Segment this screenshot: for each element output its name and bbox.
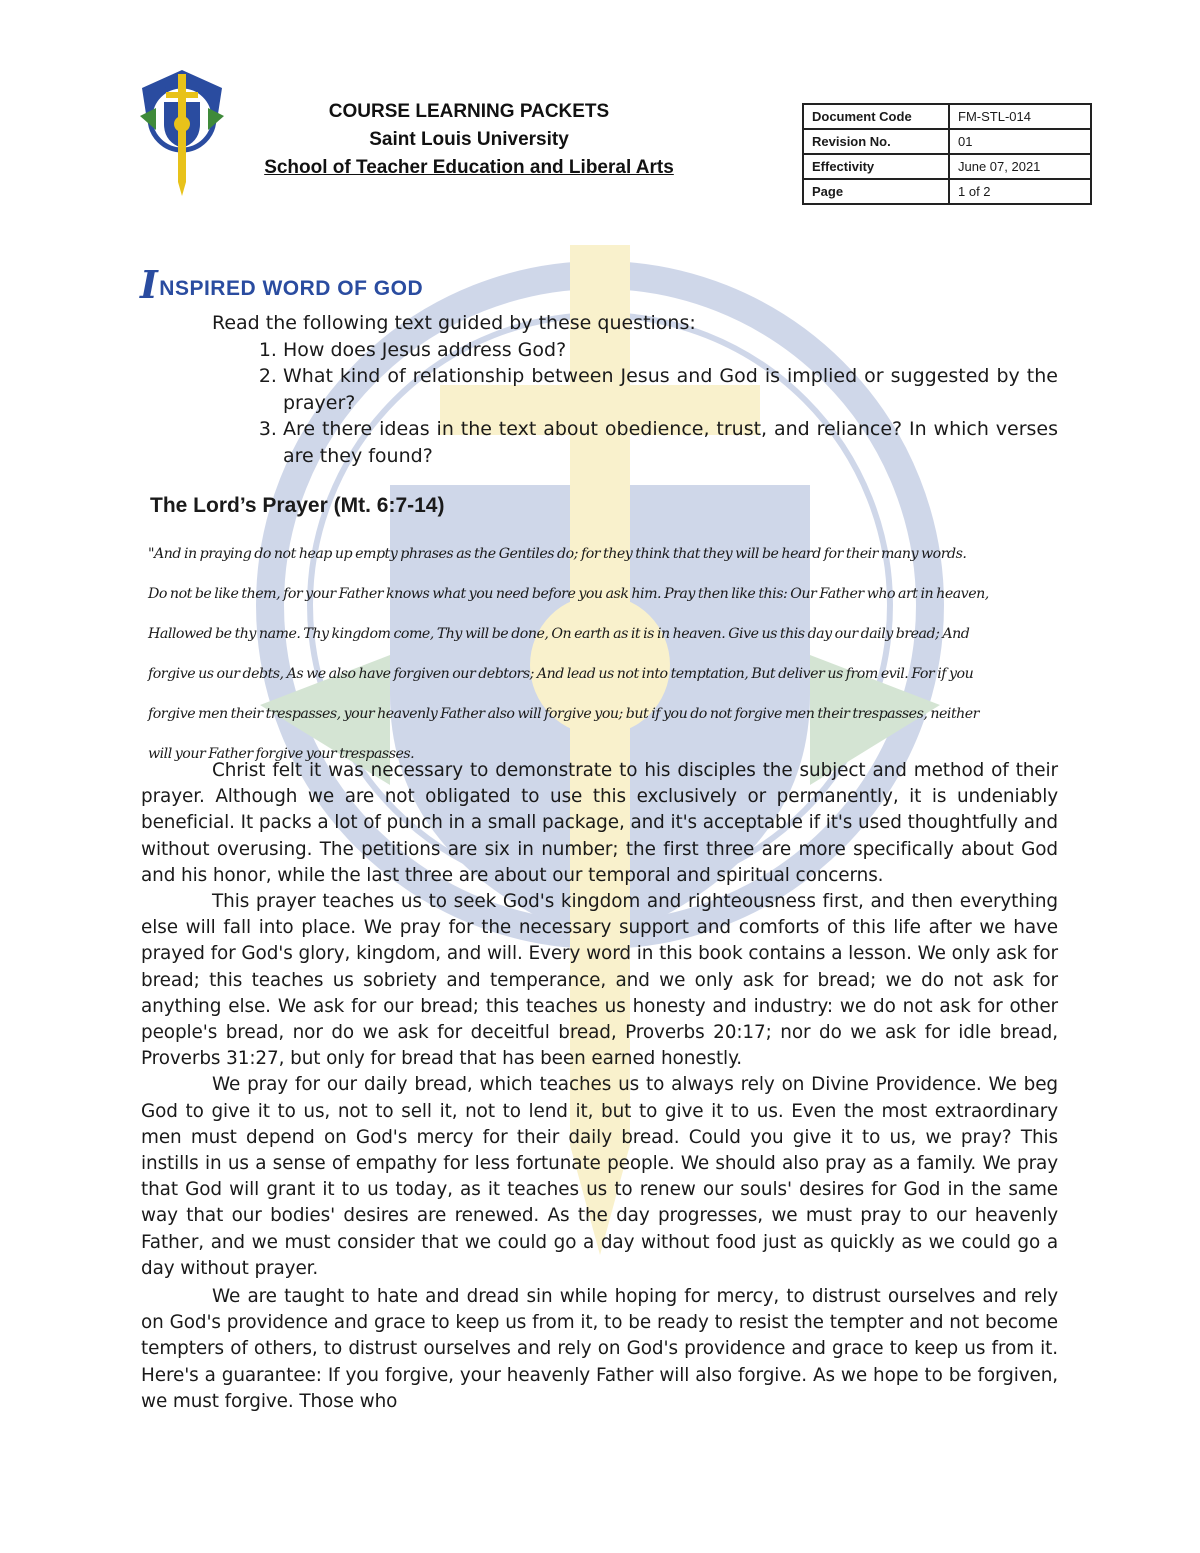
document-info-table bbox=[802, 103, 1092, 205]
doc-info-label: Page bbox=[803, 179, 949, 204]
guide-lead: Read the following text guided by these questions: bbox=[212, 312, 696, 334]
question-item: 2. What kind of relationship between Jesus and God is implied or suggested by the prayer? bbox=[283, 363, 1058, 416]
body-paragraph: This prayer teaches us to seek God's kingdom and righteousness first, and then everything else will fall into place. We pray for the necessary support and comforts of this life after we have prayed for God's glory, kingdom, and will. Every word in this book contains a lesson. We only ask for bread; this teaches us sobriety and temperance, and we only ask for bread; we do not ask for anything else. We ask for our bread; this teaches us honesty and industry: we do not ask for other people's bread, nor do we ask for deceitful bread, Proverbs 20:17; nor do we ask for idle bread, Proverbs 31:27, but only for bread that has been earned honestly. bbox=[141, 891, 1058, 1070]
document-header bbox=[236, 98, 702, 182]
doc-info-value: 1 of 2 bbox=[949, 179, 1091, 204]
body-paragraph: Christ felt it was necessary to demonstrate to his disciples the subject and method of their prayer. Although we are not obligated to use this exclusively or permanently, it is undeniably beneficial. It packs a lot of punch in a small package, and it's acceptable if it's used thoughtfully and without overusing. The petitions are six in number; the first three are more specifically about God and his honor, while the last three are about our temporal and spiritual concerns. bbox=[141, 760, 1058, 886]
university-logo bbox=[136, 66, 228, 198]
prayer-line: "And in praying do not heap up empty phrases as the Gentiles do; for they think that they will be heard for their many words. bbox=[148, 546, 967, 562]
prayer-line: forgive men their trespasses, your heavenly Father also will forgive you; but if you do not forgive men their trespasses, neither bbox=[148, 706, 979, 722]
section-title bbox=[140, 262, 423, 307]
doc-info-label: Effectivity bbox=[803, 154, 949, 179]
section-dropcap: I bbox=[140, 262, 159, 307]
body-paragraph: We pray for our daily bread, which teaches us to always rely on Divine Providence. We beg God to give it to us, not to sell it, not to lend it, but to give it to us. Even the most extraordinary men must depend on God's mercy for their daily bread. Could you give it to us, we pray? This instills in us a sense of empathy for less fortunate people. We should also pray as a family. We pray that God will grant it to us today, as it teaches us to renew our souls' desires for God in the same way that our bodies' desires are renewed. As the day progresses, we must pray to our heavenly Father, and we must consider that we could go a day without food just as quickly as we could go a day without prayer. bbox=[141, 1074, 1058, 1279]
body-text bbox=[141, 758, 1058, 1415]
prayer-title: The Lord’s Prayer (Mt. 6:7-14) bbox=[150, 494, 445, 517]
guide-questions bbox=[212, 310, 1062, 469]
doc-info-value: June 07, 2021 bbox=[949, 154, 1091, 179]
body-paragraph: We are taught to hate and dread sin while hoping for mercy, to distrust ourselves and rely on God's providence and grace to keep us from it, to be ready to resist the tempter and not become tempters of others, to distrust ourselves and rely on God's providence and grace to keep us from it. Here's a guarantee: If you forgive, your heavenly Father will also forgive. As we hope to be forgiven, we must forgive. Those who bbox=[141, 1286, 1058, 1412]
doc-info-row bbox=[803, 129, 1091, 154]
header-school: School of Teacher Education and Liberal Arts bbox=[264, 157, 674, 178]
question-item: 1. How does Jesus address God? bbox=[283, 337, 1058, 364]
prayer-text bbox=[148, 534, 1058, 774]
prayer-line: will your Father forgive your trespasses. bbox=[148, 746, 415, 762]
question-list bbox=[212, 337, 1062, 470]
doc-info-row bbox=[803, 104, 1091, 129]
doc-info-row bbox=[803, 154, 1091, 179]
doc-info-label: Revision No. bbox=[803, 129, 949, 154]
prayer-line: Hallowed be thy name. Thy kingdom come, Thy will be done, On earth as it is in heaven. Give us this day our daily bread; And bbox=[148, 626, 970, 642]
doc-info-row bbox=[803, 179, 1091, 204]
question-item: 3. Are there ideas in the text about obedience, trust, and reliance? In which verses are they found? bbox=[283, 416, 1058, 469]
doc-info-value: 01 bbox=[949, 129, 1091, 154]
doc-info-value: FM-STL-014 bbox=[949, 104, 1091, 129]
prayer-line: Do not be like them, for your Father knows what you need before you ask him. Pray then like this: Our Father who art in heaven, bbox=[148, 586, 989, 602]
section-title-text: NSPIRED WORD OF GOD bbox=[159, 277, 424, 300]
doc-info-label: Document Code bbox=[803, 104, 949, 129]
prayer-line: forgive us our debts, As we also have forgiven our debtors; And lead us not into temptation, But deliver us from evil. For if you bbox=[148, 666, 974, 682]
header-title: COURSE LEARNING PACKETS bbox=[328, 101, 610, 122]
header-university: Saint Louis University bbox=[369, 129, 569, 150]
